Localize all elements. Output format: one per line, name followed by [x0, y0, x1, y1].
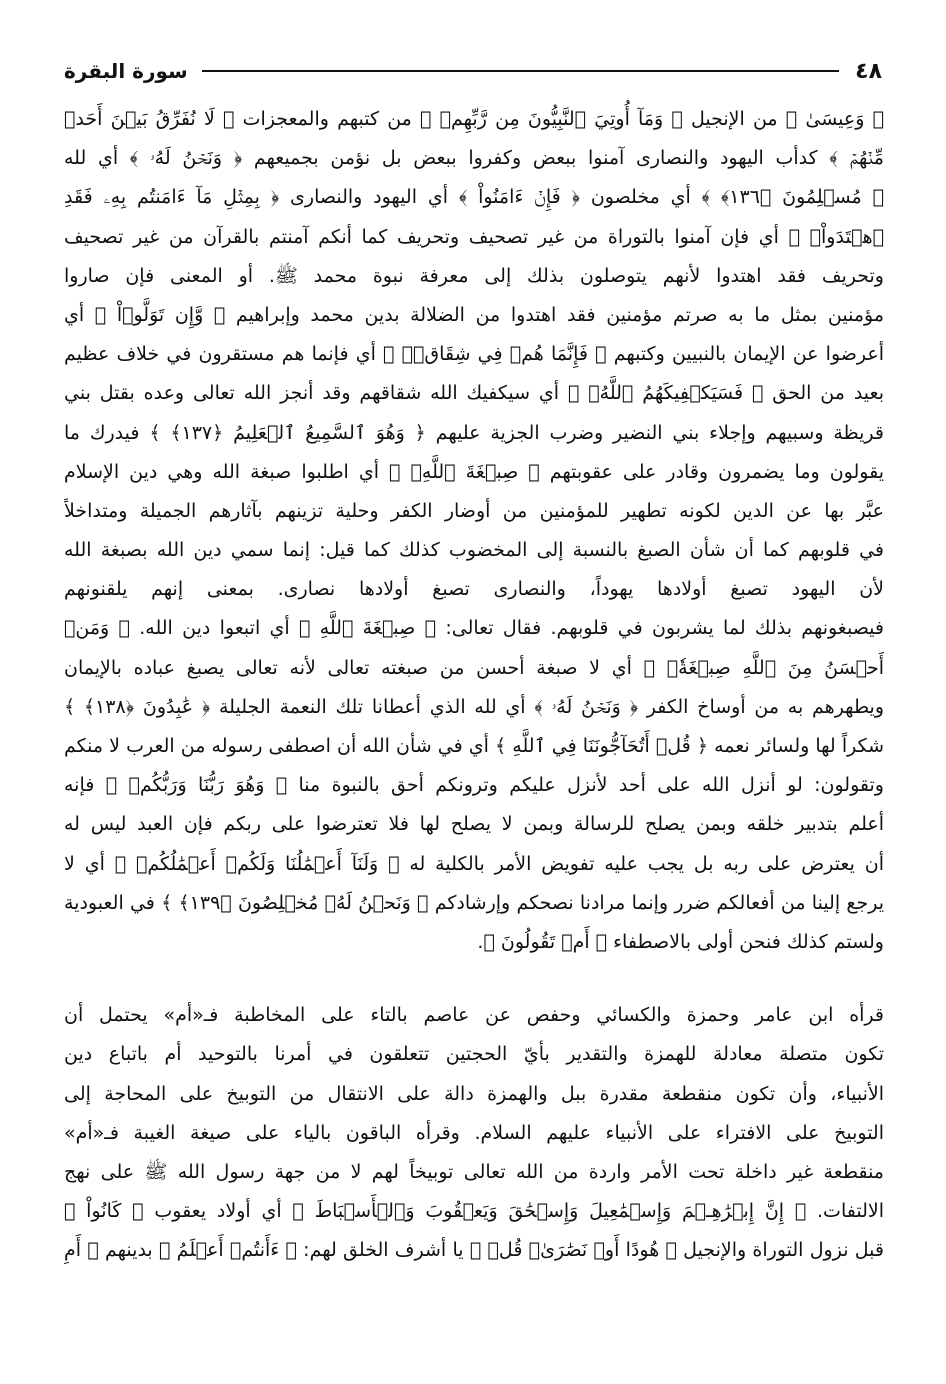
text-line: شكراً لها ولسائر نعمه ﴿ قُلۡ أَتُحَآجُّونَنَا فِي ٱللَّهِ ﴾ أي في شأن الله أن اصطفى رسوله من العرب لا منكم: [64, 735, 884, 757]
paragraph-2: [64, 996, 884, 1270]
text-line: تكون متصلة معادلة للهمزة والتقدير بأيّ الحجتين تتعلقون في أمرنا بالتوحيد أم باتباع دين: [64, 1043, 884, 1066]
text-line: لأن اليهود تصبغ أولادها يهوداً، والنصارى تصبغ أولادها نصارى. بمعنى إنهم يلقنونهم: [64, 578, 884, 601]
text-line: ﴿ وَعِيسَىٰ ﴾ من الإنجيل ﴿ وَمَآ أُوتِيَ ٱلنَّبِيُّونَ مِن رَّبِّهِمۡ ﴾ من كتبهم والمعجزات ﴿ لَا نُفَرِّقُ بَيۡنَ أَحَدٖ: [64, 108, 884, 130]
text-line: قريظة وسبيهم وإجلاء بني النضير وضرب الجزية عليهم ﴿ وَهُوَ ٱلسَّمِيعُ ٱلۡعَلِيمُ ﴿١٣٧﴾ ﴾ فيدرك ما: [64, 421, 884, 444]
body-text: [64, 100, 884, 1270]
text-line: ٱهۡتَدَواْۖ ﴾ أي فإن آمنوا بالتوراة من غير تصحيف وتحريف كما أنكم آمنتم بالقرآن من غير تصحيف: [64, 225, 884, 248]
text-line: قبل نزول التوراة والإنجيل ﴿ هُودًا أَوۡ نَصَٰرَىٰۗ قُلۡ ﴾ يا أشرف الخلق لهم: ﴿ ءَأَنتُمۡ أَعۡلَمُ ﴾ بدينهم ﴿ أَمِ: [64, 1239, 884, 1262]
paragraph-gap: [64, 962, 884, 996]
text-line: أَحۡسَنُ مِنَ ٱللَّهِ صِبۡغَةٗۖ ﴾ أي لا صبغة أحسن من صبغته تعالى لأنه تعالى يصبغ عباده بالإيمان: [64, 656, 884, 679]
text-line: منقطعة غير داخلة تحت الأمر واردة من الله تعالى توبيخاً لهم لا من جهة رسول الله ﷺ على نهج: [64, 1160, 884, 1183]
text-line: بعيد من الحق ﴿ فَسَيَكۡفِيكَهُمُ ٱللَّهُۚ ﴾ أي سيكفيك الله شقاقهم وقد أنجز الله تعالى وعده بقتل بني: [64, 382, 884, 405]
text-line: ولستم كذلك فنحن أولى بالاصطفاء ﴿ أَمۡ تَقُولُونَ ﴾.: [477, 930, 884, 953]
text-line: أعلم بتدبير خلقه وبمن يصلح للرسالة وبمن لا يصلح لها فلا تعترضوا على ربكم فإن العبد ليس له: [64, 813, 884, 836]
surah-name: سورة البقرة: [64, 59, 188, 83]
text-line: التوبيخ على الافتراء على الأنبياء عليهم السلام. وقرأه الباقون بالياء على صيغة الغيبة فـ«أم»: [64, 1121, 884, 1144]
text-line: قرأه ابن عامر وحمزة والكسائي وحفص عن عاصم بالتاء على المخاطبة فـ«أم» يحتمل أن: [64, 1004, 884, 1027]
text-line: أعرضوا عن الإيمان بالنبيين وكتبهم ﴿ فَإِنَّمَا هُمۡ فِي شِقَاقٖۖ ﴾ أي فإنما هم مستقرون في خلاف عظيم: [64, 343, 884, 366]
text-line: يقولون وما يضمرون وقادر على عقوبتهم ﴿ صِبۡغَةَ ٱللَّهِۖ ﴾ أي اطلبوا صبغة الله وهي دين الإسلام: [64, 460, 884, 483]
paragraph-1: [64, 100, 884, 962]
text-line: مؤمنين بمثل ما به صرتم مؤمنين فقد اهتدوا من الضلالة بدين محمد وإبراهيم ﴿ وَّإِن تَوَلَّوۡاْ ﴾ أي: [64, 303, 884, 326]
text-line: عبَّر بها عن الدين لكونه تطهير للمؤمنين من أوضار الكفر وحلية تزينهم بآثارهم الجميلة ومتداخلاً: [64, 499, 884, 522]
text-line: الأنبياء، وأن تكون منقطعة مقدرة ببل والهمزة دالة على الانتقال من التوبيخ على المحاجة إلى: [64, 1082, 884, 1105]
text-line: وتقولون: لو أنزل الله على أحد لأنزل عليكم وترونكم أحق بالنبوة منا ﴿ وَهُوَ رَبُّنَا وَرَبُّكُمۡ ﴾ فإنه: [64, 774, 884, 797]
text-line: ﴿ مُسۡلِمُونَ ﴿١٣٦﴾ ﴾ أي مخلصون ﴿ فَإِنۡ ءَامَنُواْ ﴾ أي اليهود والنصارى ﴿ بِمِثۡلِ مَآ ءَامَنتُم بِهِۦ فَقَدِ: [64, 186, 884, 209]
page-number: ٤٨: [855, 58, 882, 84]
text-line: أن يعترض على ربه بل يجب عليه تفويض الأمر بالكلية له ﴿ وَلَنَآ أَعۡمَٰلُنَا وَلَكُمۡ أَعۡمَٰلُكُمۡ ﴾ أي لا: [64, 852, 884, 875]
header-rule: [202, 70, 839, 72]
text-line: فيصبغونهم بذلك لما يشربون في قلوبهم. فقال تعالى: ﴿ صِبۡغَةَ ٱللَّهِ ﴾ أي اتبعوا دين الله. ﴿ وَمَنۡ: [64, 617, 884, 640]
text-line: ويطهرهم به من أوساخ الكفر ﴿ وَنَحۡنُ لَهُۥ ﴾ أي لله الذي أعطانا تلك النعمة الجليلة ﴿ عَٰبِدُونَ ﴿١٣٨﴾ ﴾: [64, 695, 884, 718]
text-line: وتحريف فقد اهتدوا لأنهم يتوصلون بذلك إلى معرفة نبوة محمد ﷺ. أو المعنى فإن صاروا: [64, 264, 884, 287]
text-line: يرجع إلينا من أفعالكم ضرر وإنما مرادنا نصحكم وإرشادكم ﴿ وَنَحۡنُ لَهُۥ مُخۡلِصُونَ ﴿١٣٩﴾ ﴾ في العبودية: [64, 891, 884, 914]
text-line: الالتفات. ﴿ إِنَّ إِبۡرَٰهِـۧمَ وَإِسۡمَٰعِيلَ وَإِسۡحَٰقَ وَيَعۡقُوبَ وَٱلۡأَسۡبَاطَ ﴾ أي أولاد يعقوب ﴿ كَانُواْ ﴾: [64, 1200, 884, 1223]
running-header: [64, 56, 882, 86]
text-line: مِّنۡهُمۡ ﴾ كدأب اليهود والنصارى آمنوا ببعض وكفروا ببعض بل نؤمن بجميعهم ﴿ وَنَحۡنُ لَهُۥ ﴾ أي لله: [64, 147, 884, 170]
text-line: في قلوبهم كما أن شأن الصبغ بالنسبة إلى المخضوب كذلك كما قيل: إنما سمي دين الله بصبغة الله: [64, 539, 884, 562]
